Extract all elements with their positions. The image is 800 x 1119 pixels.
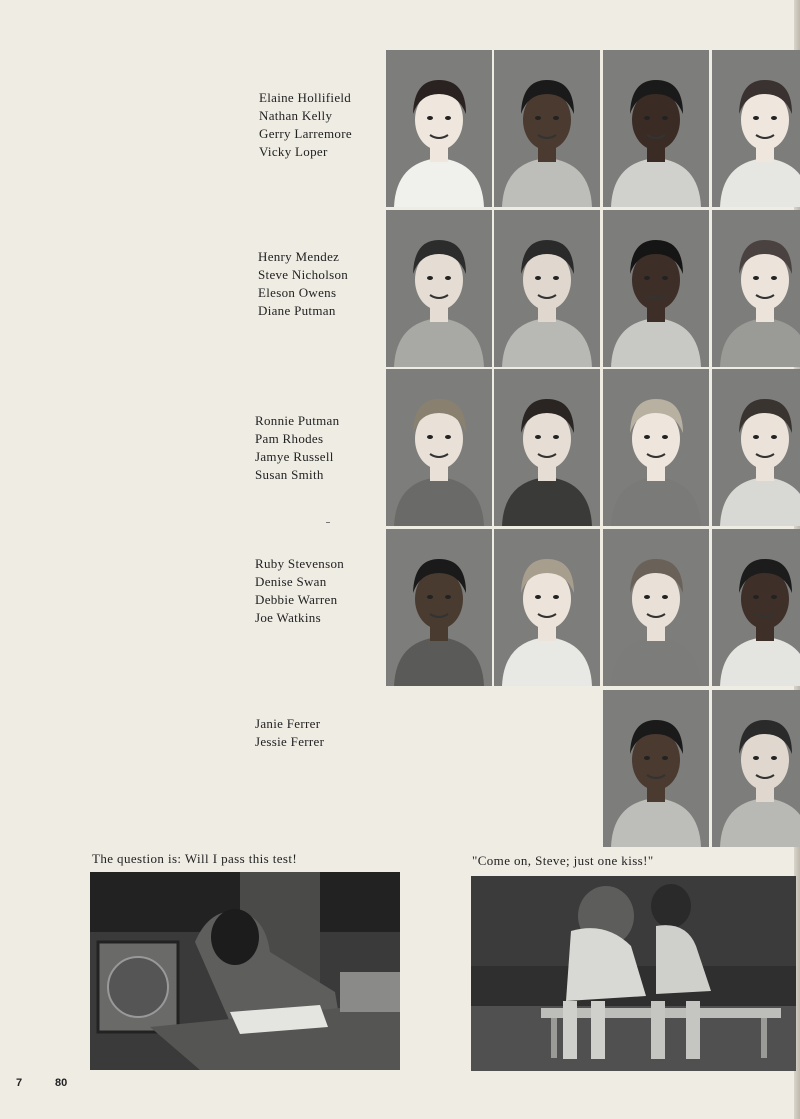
student-portrait bbox=[712, 369, 800, 526]
folio-left-number: 7 bbox=[16, 1077, 23, 1089]
candid-photo-kiss bbox=[471, 876, 796, 1071]
student-portrait bbox=[494, 50, 600, 207]
student-portrait bbox=[603, 690, 709, 847]
student-name: Ruby Stevenson bbox=[255, 556, 345, 571]
student-name: Henry Mendez bbox=[258, 249, 340, 264]
student-name: Denise Swan bbox=[255, 574, 327, 589]
candid-photo-test bbox=[90, 872, 400, 1070]
page-number: 80 bbox=[55, 1077, 68, 1089]
name-list-row-1 bbox=[259, 89, 352, 161]
student-portrait bbox=[712, 690, 800, 847]
student-name: Pam Rhodes bbox=[255, 431, 324, 446]
student-name: Susan Smith bbox=[255, 467, 324, 482]
student-portrait bbox=[603, 529, 709, 686]
student-name: Elaine Hollifield bbox=[259, 90, 352, 105]
student-portrait bbox=[603, 50, 709, 207]
student-name: Nathan Kelly bbox=[259, 108, 333, 123]
student-portrait bbox=[712, 210, 800, 367]
student-name: Eleson Owens bbox=[258, 285, 337, 300]
student-name: Steve Nicholson bbox=[258, 267, 349, 282]
student-name: Janie Ferrer bbox=[255, 716, 321, 731]
name-list-row-3 bbox=[255, 412, 339, 484]
student-portrait bbox=[386, 369, 492, 526]
name-list-row-4 bbox=[255, 555, 344, 627]
student-portrait bbox=[712, 50, 800, 207]
student-portrait bbox=[386, 529, 492, 686]
student-name: Joe Watkins bbox=[255, 610, 321, 625]
student-name: Diane Putman bbox=[258, 303, 336, 318]
student-name: Gerry Larremore bbox=[259, 126, 352, 141]
student-portrait bbox=[386, 210, 492, 367]
student-name: Jamye Russell bbox=[255, 449, 334, 464]
caption-left: The question is: Will I pass this test! bbox=[92, 851, 298, 866]
student-portrait bbox=[386, 50, 492, 207]
student-portrait bbox=[712, 529, 800, 686]
student-portrait bbox=[494, 529, 600, 686]
name-list-row-2 bbox=[258, 248, 348, 320]
student-name: Vicky Loper bbox=[259, 144, 328, 159]
student-name: Jessie Ferrer bbox=[255, 734, 325, 749]
student-portrait bbox=[603, 210, 709, 367]
student-name: Ronnie Putman bbox=[255, 413, 340, 428]
name-list-row-5 bbox=[255, 715, 324, 751]
print-speck bbox=[326, 522, 330, 523]
student-portrait bbox=[603, 369, 709, 526]
student-portrait bbox=[494, 210, 600, 367]
student-name: Debbie Warren bbox=[255, 592, 338, 607]
student-portrait bbox=[494, 369, 600, 526]
caption-right: "Come on, Steve; just one kiss!" bbox=[472, 853, 654, 868]
